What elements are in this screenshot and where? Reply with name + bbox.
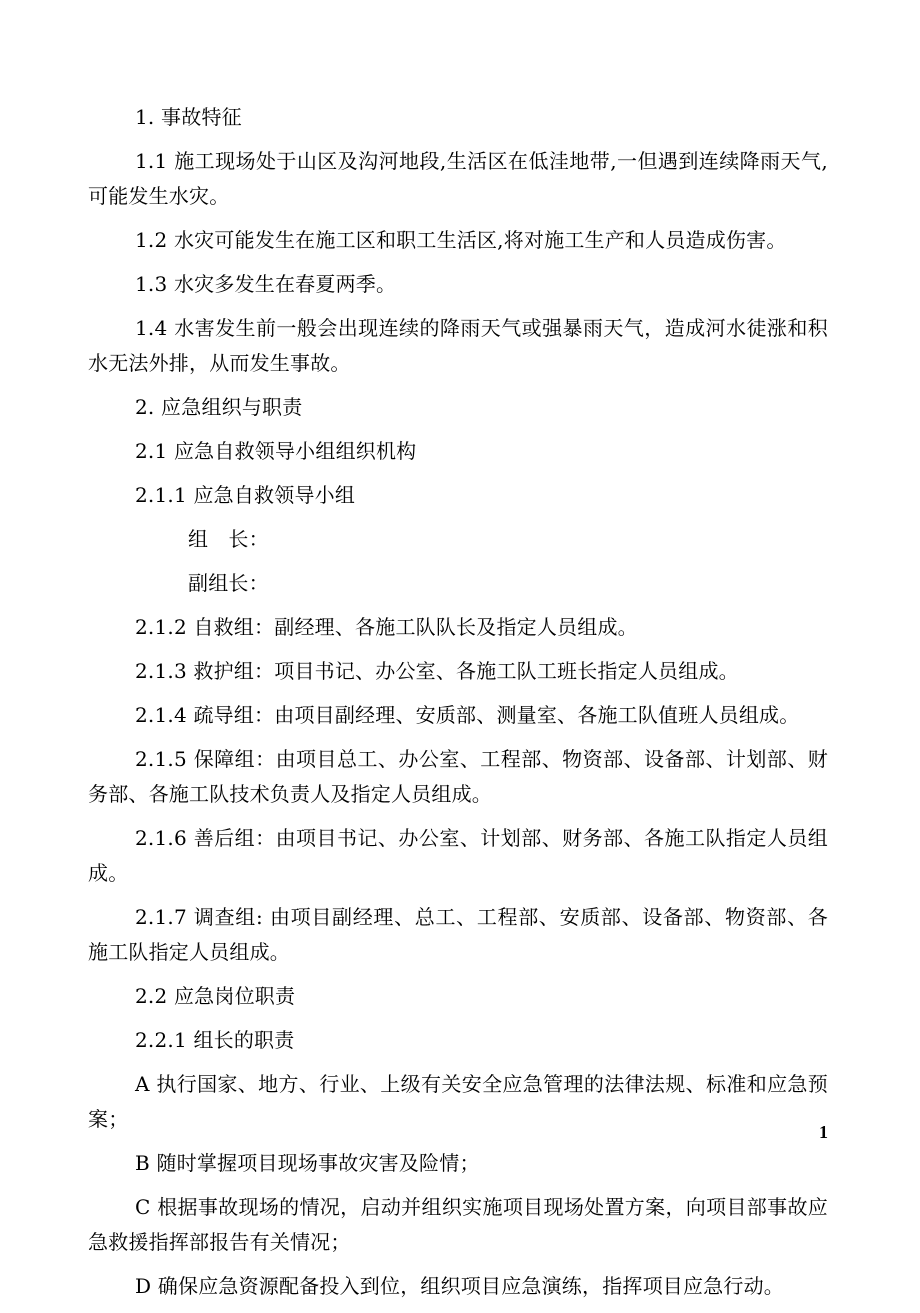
paragraph: 1.3 水灾多发生在春夏两季。 [135,272,397,296]
paragraph: 2.1 应急自救领导小组组织机构 [135,439,417,463]
paragraph: B 随时掌握项目现场事故灾害及险情； [135,1151,480,1175]
document-body [88,100,828,1313]
paragraph: 2.2.1 组长的职责 [135,1028,295,1052]
paragraph: 1. 事故特征 [135,105,242,129]
paragraph: D 确保应急资源配备投入到位，组织项目应急演练，指挥项目应急行动。 [135,1274,784,1298]
paragraph: 2.1.6 善后组：由项目书记、办公室、计划部、财务部、各施工队指定人员组成。 [88,826,828,885]
paragraph: A 执行国家、地方、行业、上级有关安全应急管理的法律法规、标准和应急预案； [88,1072,828,1131]
paragraph: 2.2 应急岗位职责 [135,984,296,1008]
paragraph: 2.1.5 保障组：由项目总工、办公室、工程部、物资部、设备部、计划部、财务部、各施工队技术负责人及指定人员组成。 [88,747,828,806]
paragraph: 1.4 水害发生前一般会出现连续的降雨天气或强暴雨天气，造成河水徒涨和积水无法外排，从而发生事故。 [88,316,828,375]
paragraph: C 根据事故现场的情况，启动并组织实施项目现场处置方案，向项目部事故应急救援指挥部报告有关情况； [88,1195,828,1254]
paragraph: 2.1.2 自救组：副经理、各施工队队长及指定人员组成。 [135,615,638,639]
page-number: 1 [819,1122,828,1142]
paragraph-leader: 组 长： [188,527,269,551]
paragraph: 1.2 水灾可能发生在施工区和职工生活区,将对施工生产和人员造成伤害。 [135,228,787,252]
paragraph: 2.1.7 调查组: 由项目副经理、总工、工程部、安质部、设备部、物资部、各施工队指定人员组成。 [88,905,828,964]
paragraph: 2.1.4 疏导组：由项目副经理、安质部、测量室、各施工队值班人员组成。 [135,703,800,727]
paragraph: 2.1.1 应急自救领导小组 [135,483,356,507]
paragraph: 2.1.3 救护组：项目书记、办公室、各施工队工班长指定人员组成。 [135,659,739,683]
paragraph: 2. 应急组织与职责 [135,395,303,419]
paragraph-deputy-leader: 副组长： [188,571,269,595]
paragraph: 1.1 施工现场处于山区及沟河地段,生活区在低洼地带,一但遇到连续降雨天气,可能发生水灾。 [88,149,828,208]
